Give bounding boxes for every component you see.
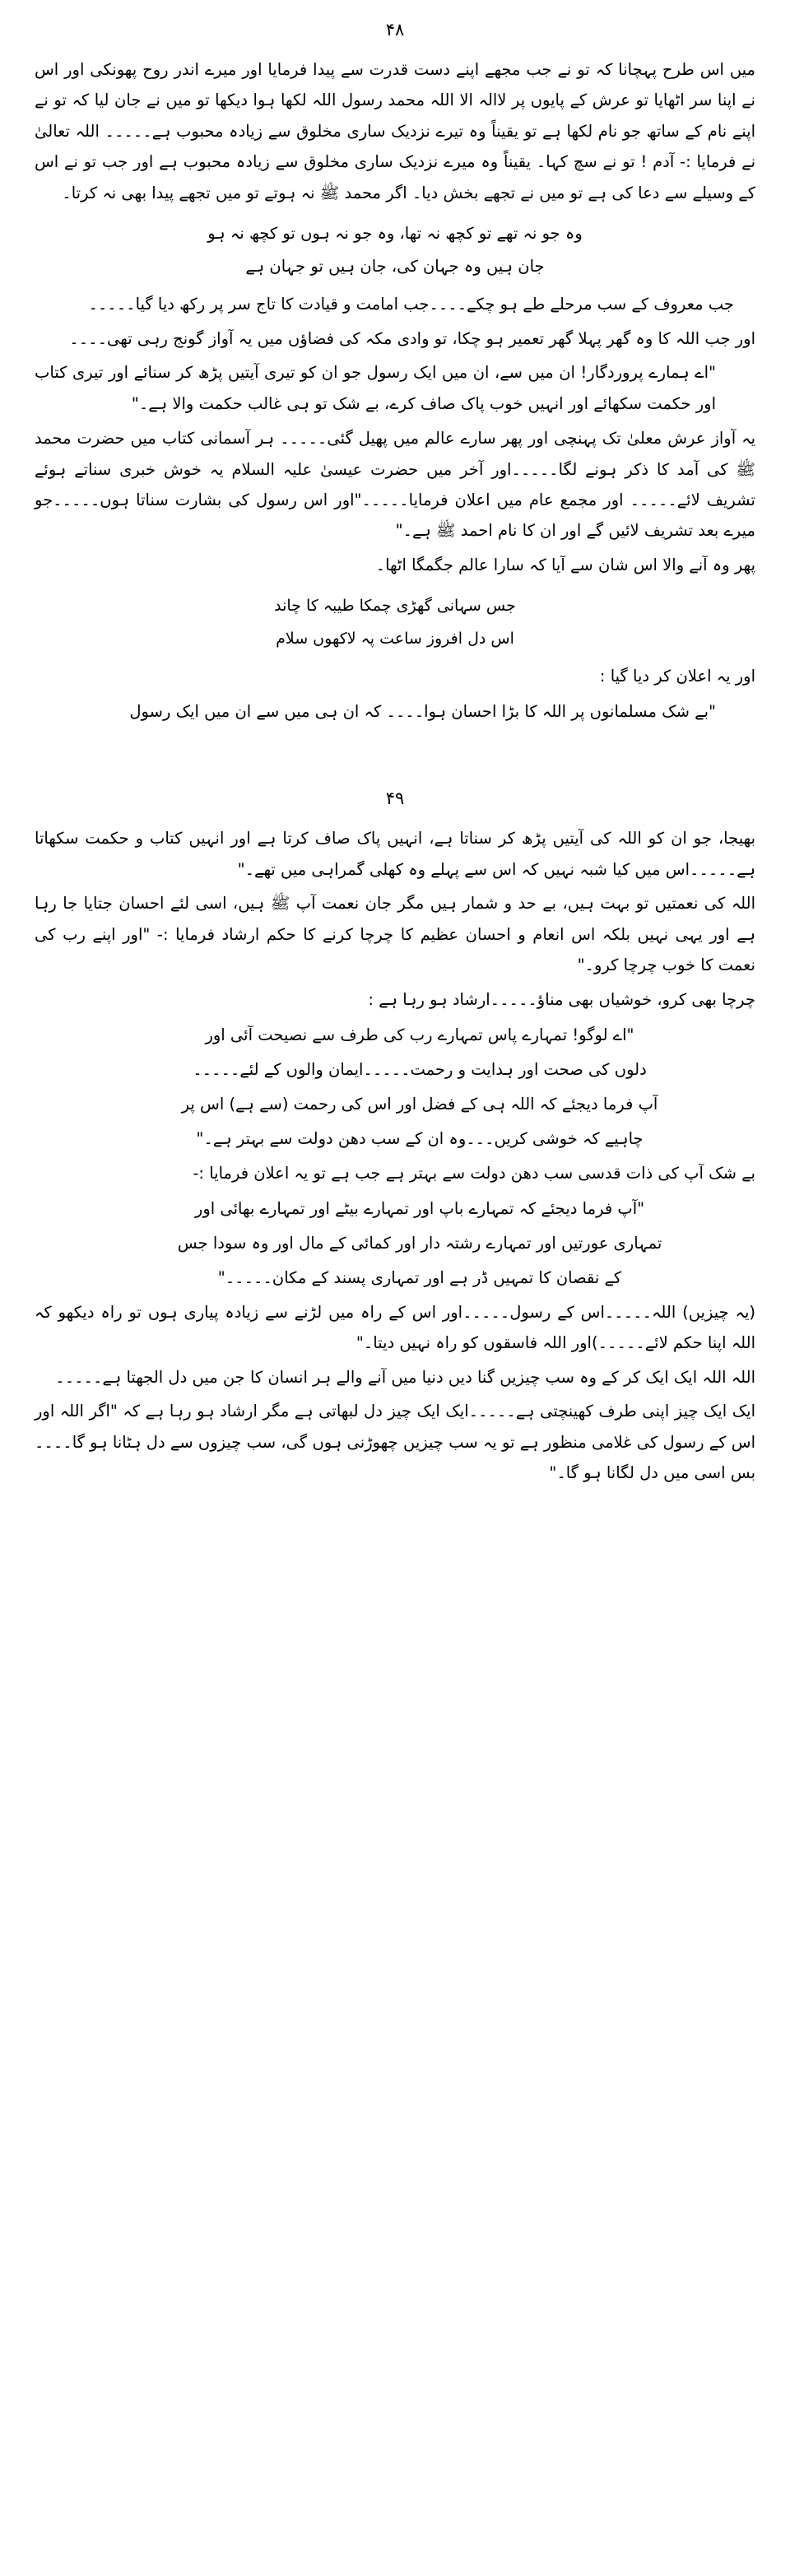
quoted-verse: آپ فرما دیجئے کہ اللہ ہی کے فضل اور اس کی رحمت (سے ہے) اس پر <box>181 1094 658 1114</box>
paragraph: بے شک آپ کی ذات قدسی سب دھن دولت سے بہتر ہے جب ہے تو یہ اعلان فرمایا :- <box>193 1163 755 1183</box>
paragraph: یہ آواز عرش معلیٰ تک پہنچی اور پھر سارے عالم میں پھیل گئی۔۔۔۔۔ ہر آسمانی کتاب میں حضرت محمد ﷺ کی آمد کا ذکر ہونے لگا۔۔۔۔۔اور آخر میں حضرت عیسیٰ علیہ السلام یہ خوش خبری سناتے ہوئے تشریف لائے۔۔۔۔۔ اور مجمع عام میں اعلان فرمایا۔۔۔۔۔"اور اس رسول کی بشارت سناتا ہوں۔۔۔۔۔جو میرے بعد تشریف لائیں گے اور ان کا نام احمد ﷺ ہے۔" <box>35 429 755 541</box>
page-number: ۴۹ <box>385 788 405 809</box>
paragraph: میں اس طرح پہچانا کہ تو نے جب مجھے اپنے دست قدرت سے پیدا فرمایا اور میرے اندر روح پھونکی اور اس نے اپنا سر اٹھایا تو عرش کے پایوں پر لاالہ الا اللہ محمد رسول اللہ لکھا ہوا دیکھا تو میں نے جان لیا کہ تو نے اپنے نام کے ساتھ جو نام لکھا ہے تو یقیناً وہ تیرے نزدیک ساری مخلوق سے زیادہ محبوب ہے۔۔۔۔۔ اللہ تعالیٰ نے فرمایا :- آدم ! تو نے سچ کہا۔ یقیناً وہ میرے نزدیک ساری مخلوق سے زیادہ محبوب ہے اور جب تو نے اس کے وسیلے سے دعا کی ہے تو میں نے تجھے بخش دیا۔ اگر محمد ﷺ نہ ہوتے تو میں تجھے پیدا بھی نہ کرتا۔ <box>35 60 755 202</box>
paragraph: اور جب اللہ کا وہ گھر پہلا گھر تعمیر ہو چکا، تو وادی مکہ کی فضاؤں میں یہ آواز گونج رہی تھی۔۔۔۔ <box>69 328 755 348</box>
page-48 <box>0 0 790 739</box>
paragraph: جب معروف کے سب مرحلے طے ہو چکے۔۔۔۔جب امامت و قیادت کا تاج سر پر رکھ دیا گیا۔۔۔۔۔ <box>88 295 734 314</box>
paragraph: پھر وہ آنے والا اس شان سے آیا کہ سارا عالم جگمگا اٹھا۔ <box>375 555 755 574</box>
page-separator <box>0 739 790 769</box>
page-49 <box>0 769 790 1500</box>
paragraph: (یہ چیزیں) اللہ۔۔۔۔۔اس کے رسول۔۔۔۔۔اور اس کے راہ میں لڑنے سے زیادہ پیاری ہوں تو راہ دیکھو کہ اللہ اپنا حکم لائے۔۔۔۔۔)اور اللہ فاسقوں کو راہ نہیں دیتا۔" <box>35 1302 755 1353</box>
poetry-line: جس سہانی گھڑی چمکا طیبہ کا چاند <box>274 597 516 616</box>
quoted-verse: کے نقصان کا تمہیں ڈر ہے اور تمہاری پسند کے مکان۔۔۔۔۔" <box>217 1267 622 1287</box>
quoted-verse: "بے شک مسلمانوں پر اللہ کا بڑا احسان ہوا۔۔۔۔ کہ ان ہی میں سے ان میں ایک رسول <box>129 702 716 722</box>
quoted-verse: تمہاری عورتیں اور تمہارے رشتہ دار اور کمائی کے مال اور وہ سودا جس <box>177 1233 662 1253</box>
couplet-line: وہ جو نہ تھے تو کچھ نہ تھا، وہ جو نہ ہوں تو کچھ نہ ہو <box>207 224 583 244</box>
quoted-verse: "اے لوگو! تمہارے پاس تمہارے رب کی طرف سے نصیحت آئی اور <box>205 1025 634 1044</box>
paragraph: اللہ اللہ ایک ایک کر کے وہ سب چیزیں گنا دیں دنیا میں آنے والے ہر انسان کا جن میں دل الجھتا ہے۔۔۔۔۔ <box>55 1367 755 1387</box>
lead-in-line: اور یہ اعلان کر دیا گیا : <box>599 667 755 686</box>
lead-in-line: چرچا بھی کرو، خوشیاں بھی مناؤ۔۔۔۔۔ارشاد ہو رہا ہے : <box>368 989 755 1009</box>
page-number: ۴۸ <box>385 20 405 40</box>
poetry-line: اس دل افروز ساعت پہ لاکھوں سلام <box>276 630 514 649</box>
paragraph: اللہ کی نعمتیں تو بہت ہیں، بے حد و شمار ہیں مگر جان نعمت آپ ﷺ ہیں، اسی لئے احسان جتایا جا رہا ہے اور یہی نہیں بلکہ اس انعام و احسان عظیم کا چرچا کرنے کا حکم ارشاد فرمایا :- "اور اپنے رب کی نعمت کا خوب چرچا کرو۔" <box>35 894 755 975</box>
couplet-line: جان ہیں وہ جہان کی، جان ہیں تو جہان ہے <box>245 257 545 277</box>
quoted-verse: دلوں کی صحت اور ہدایت و رحمت۔۔۔۔۔ایمان والوں کے لئے۔۔۔۔۔ <box>193 1059 647 1079</box>
paragraph: بھیجا، جو ان کو اللہ کی آیتیں پڑھ کر سناتا ہے، انہیں پاک صاف کرتا ہے اور انہیں کتاب و حکمت سکھاتا ہے۔۔۔۔۔اس میں کیا شبہ نہیں کہ اس سے پہلے وہ کھلی گمراہی میں تھے۔" <box>35 829 755 879</box>
quoted-verse: چاہیے کہ خوشی کریں۔۔۔وہ ان کے سب دھن دولت سے بہتر ہے۔" <box>196 1128 644 1148</box>
paragraph: ایک ایک چیز اپنی طرف کھینچتی ہے۔۔۔۔۔ایک ایک چیز دل لبھاتی ہے مگر ارشاد ہو رہا ہے کہ "اگر اللہ اور اس کے رسول کی غلامی منظور ہے تو یہ سب چیزیں چھوڑنی ہوں گی، سب چیزوں سے دل ہٹانا ہو گا۔۔۔۔بس اسی میں دل لگانا ہو گا۔" <box>35 1402 755 1482</box>
quoted-verse: "اے ہمارے پروردگار! ان میں سے، ان میں ایک رسول جو ان کو تیری آیتیں پڑھ کر سنائے اور تیری کتاب اور حکمت سکھائے اور انہیں خوب پاک صاف کرے، بے شک تو ہی غالب حکمت والا ہے۔" <box>35 363 716 414</box>
quoted-verse: "آپ فرما دیجئے کہ تمہارے باپ اور تمہارے بیٹے اور تمہارے بھائی اور <box>194 1198 645 1218</box>
